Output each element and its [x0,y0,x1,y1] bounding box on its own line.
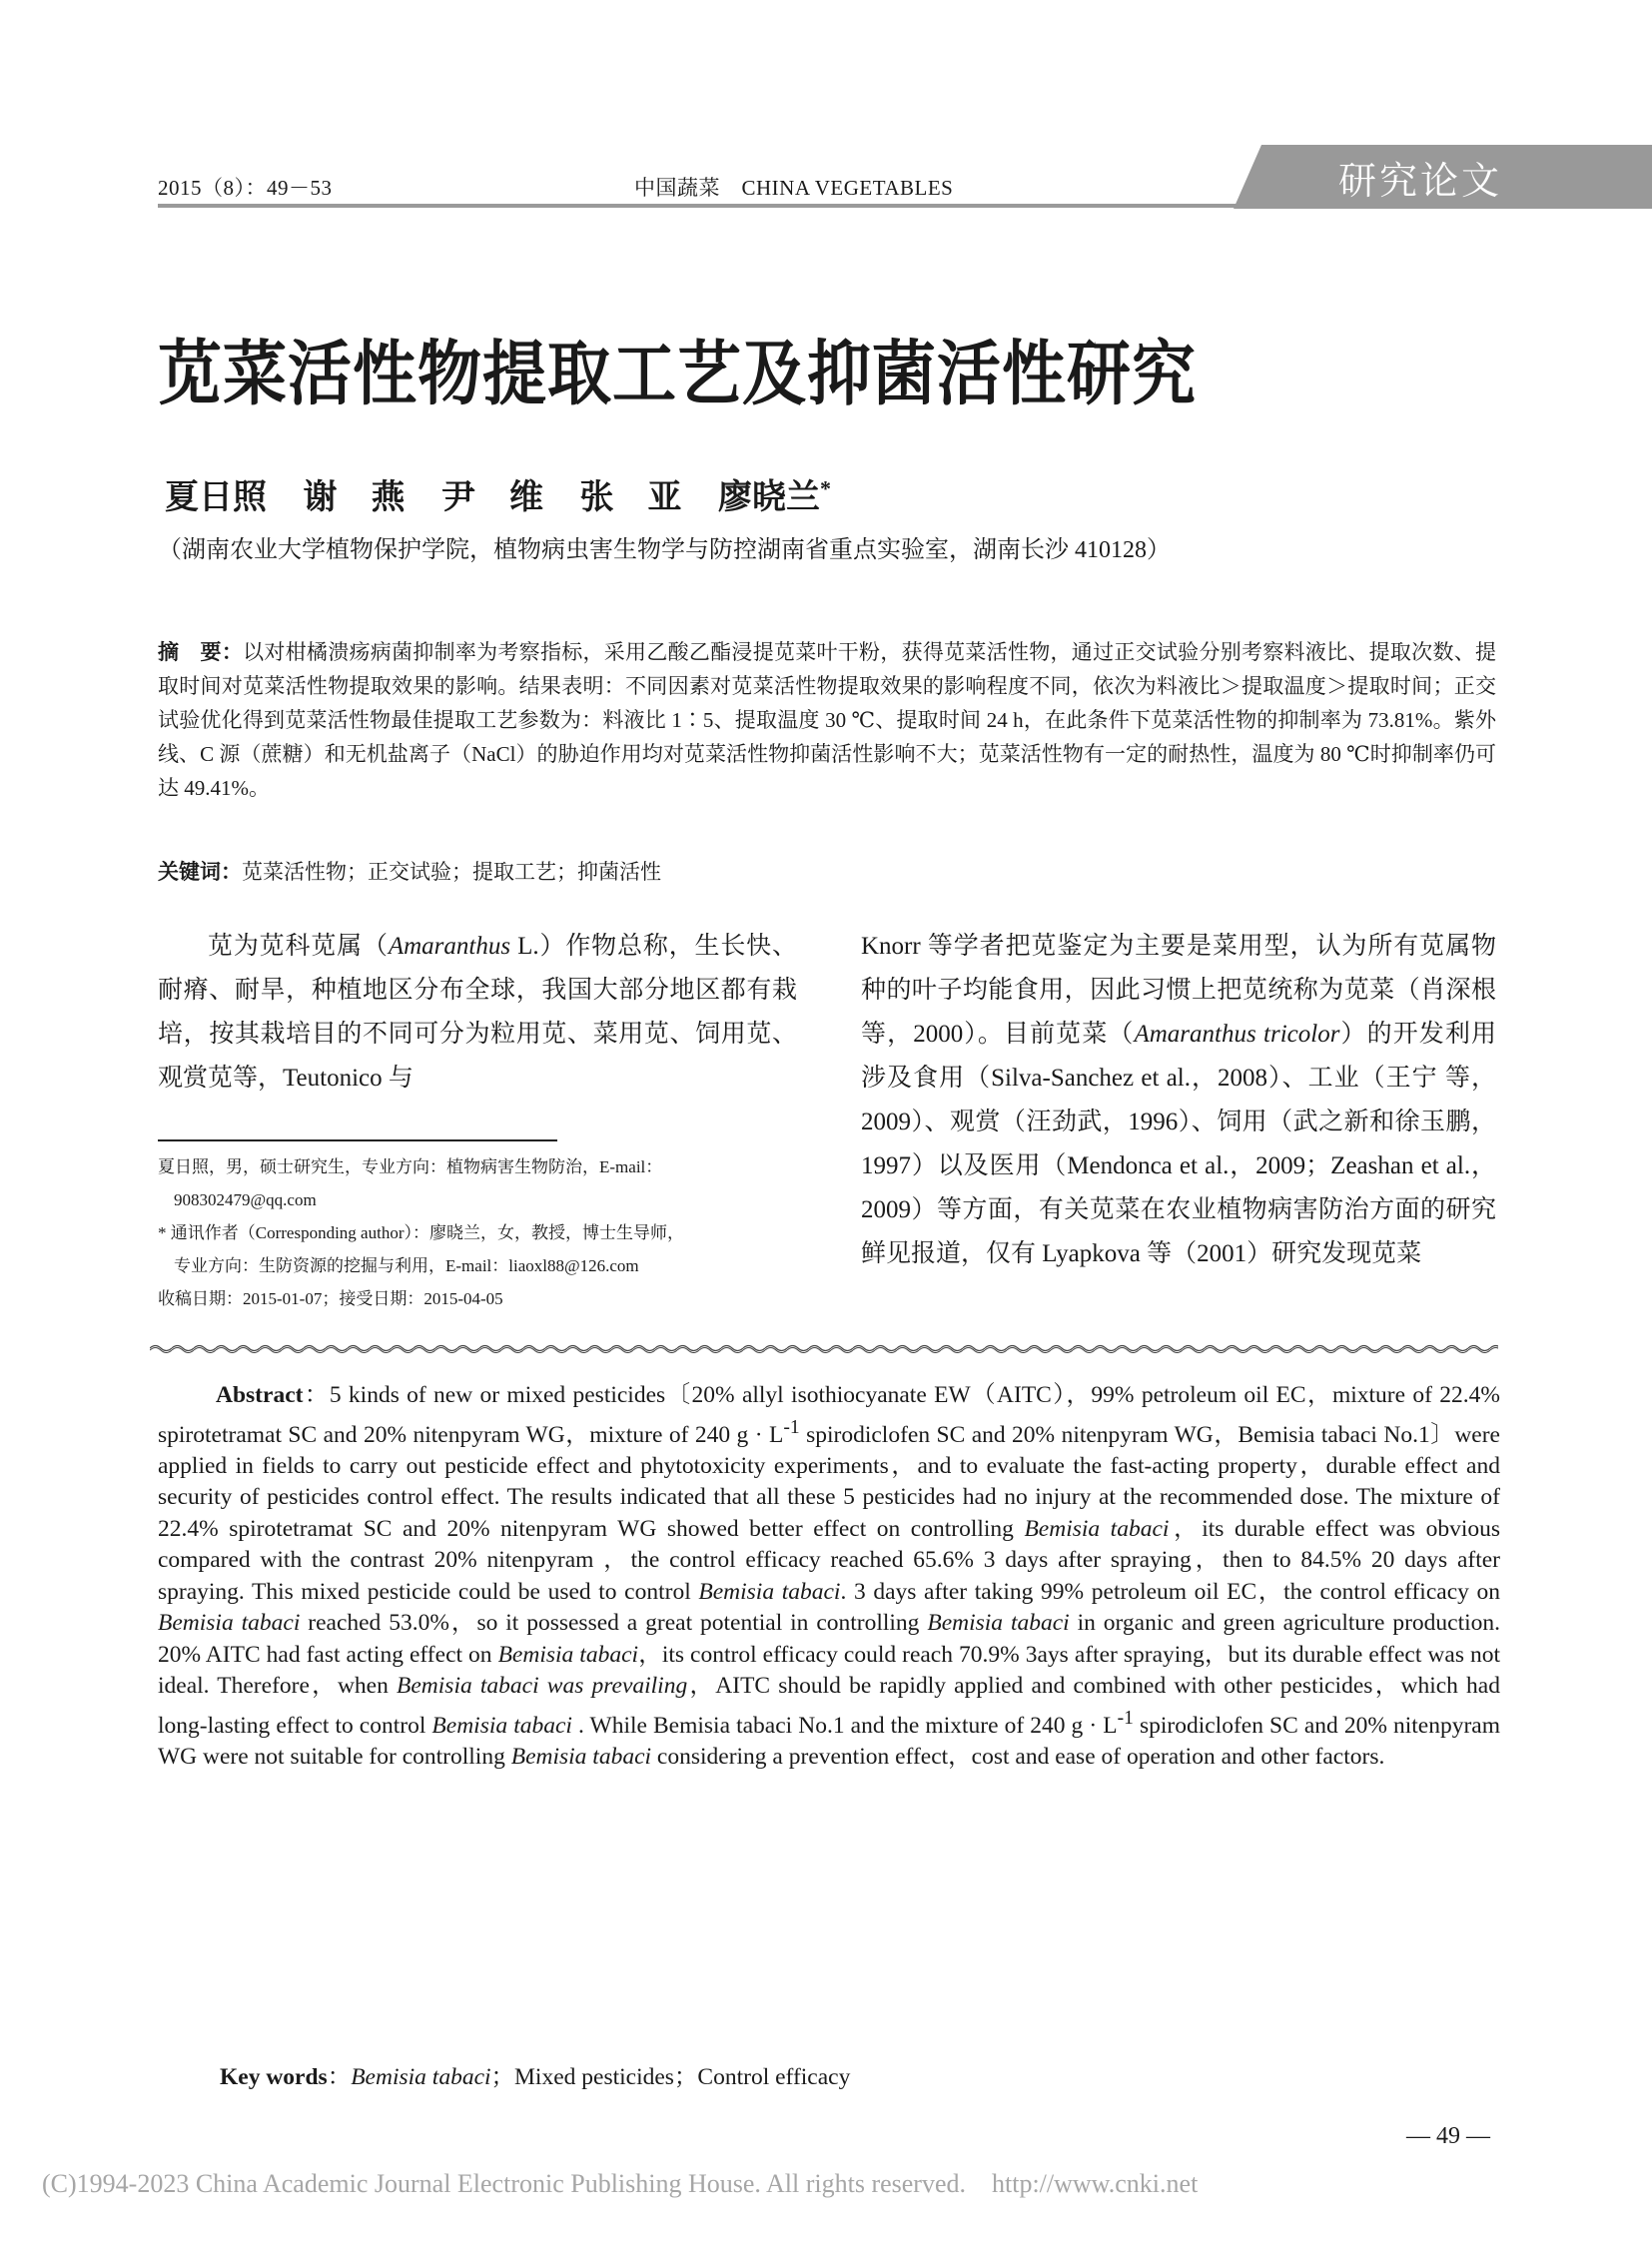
en-abstract-text: ：5 kinds of new or mixed pesticides〔20% allyl isothiocyanate EW（AITC），99% petroleum oil EC，mixture of 22.4% spirotetramat SC and 20% nitenpyram WG，mixture of 240 g · L [158,1382,1500,1448]
species-name: Bemisia tabaci [497,1641,639,1668]
journal-name: 中国蔬菜 CHINA VEGETABLES [634,176,954,200]
species-name: Bemisia tabaci [698,1578,841,1605]
body-text: ）的开发利用涉及食用（Silva-Sanchez et al.，2008）、工业（王宁 等，2009）、观赏（汪劲武，1996）、饲用（武之新和徐玉鹏，1997）以及医用（Mendonca et al.，2009；Zeashan et al.，2009）等方面，有关苋菜在农业植物病害防治方面的研究鲜见报道，仅有 Lyapkova 等（2001）研究发现苋菜 [861,1021,1496,1267]
header-rule [158,204,1416,208]
cn-abstract-label: 摘 要： [158,640,244,664]
paper-title: 苋菜活性物提取工艺及抑菌活性研究 [158,333,1197,415]
footnote-rule [158,1139,557,1141]
footnote-author1-email: 908302479@qq.com [174,1190,317,1209]
body-left-column [158,925,797,1101]
superscript: -1 [783,1416,800,1438]
footnotes [158,1150,797,1315]
cnki-link[interactable]: http://www.cnki.net [992,2169,1199,2198]
body-paragraph [861,925,1496,1276]
en-abstract-text: considering a prevention effect，cost and ease of operation and other factors. [651,1744,1385,1771]
en-abstract-label: Abstract [216,1382,304,1408]
cn-keywords-label: 关键词： [158,860,242,884]
affiliation: （湖南农业大学植物保护学院，植物病虫害生物学与防控湖南省重点实验室，湖南长沙 410128） [158,537,1171,563]
body-text: Knorr 等学者把苋鉴定为主要是菜用型，认为所有苋属物种的叶子均能食用，因此习惯上把苋统称为苋菜（肖深根 等，2000）。目前苋菜（ [861,933,1496,1048]
en-abstract-text: . 3 days after taking 99% petroleum oil EC，the control efficacy on [840,1578,1501,1605]
en-abstract-text: spirodiclofen SC and 20% nitenpyram WG were not suitable for controlling [158,1712,1500,1771]
page-number: — 49 — [1406,2123,1490,2149]
en-keywords-text: ；Mixed pesticides；Control efficacy [490,2064,851,2090]
en-abstract-text: in organic and green agriculture production. 20% AITC had fast acting effect on [158,1610,1501,1668]
author: 夏日照 [165,479,267,516]
author: 张 亚 [579,479,682,516]
en-keywords-label: Key words [220,2064,328,2090]
author: 廖晓兰 [718,479,820,516]
species-name: Bemisia tabaci [158,1610,301,1637]
separator: ： [327,2064,352,2090]
cn-abstract-text: 以对柑橘溃疡病菌抑制率为考察指标，采用乙酸乙酯浸提苋菜叶干粉，获得苋菜活性物，通过正交试验分别考察料液比、提取次数、提取时间对苋菜活性物提取效果的影响。结果表明：不同因素对苋菜活性物提取效果的影响程度不同，依次为料液比＞提取温度＞提取时间；正交试验优化得到苋菜活性物最佳提取工艺参数为：料液比 1∶5、提取温度 30 ℃、提取时间 24 h，在此条件下苋菜活性物的抑制率为 73.81%。紫外线、C 源（蔗糖）和无机盐离子（NaCl）的胁迫作用均对苋菜活性物抑菌活性影响不大；苋菜活性物有一定的耐热性，温度为 80 ℃时抑制率仍可达 49.41%。 [158,640,1497,800]
en-keywords [220,2057,850,2091]
footnote-corresponding: * 通讯作者（Corresponding author）：廖晓兰，女，教授，博士生导师， [158,1223,684,1242]
wavy-separator [150,1343,1498,1353]
footnote-corresponding-email: 专业方向：生防资源的挖掘与利用，E-mail：liaoxl88@126.com [174,1256,639,1275]
species-name: Amaranthus [388,933,511,960]
journal-citation: 2015（8）：49－53 [158,176,333,200]
en-abstract-text: ，AITC should be rapidly applied and combined with other pesticides，which had long-lasting effect to control [158,1673,1500,1739]
species-name: Bemisia tabaci [510,1744,652,1771]
body-text: L.）作物总称，生长快、耐瘠、耐旱，种植地区分布全球，我国大部分地区都有栽培，按其栽培目的不同可分为粒用苋、菜用苋、饲用苋、观赏苋等，Teutonico 与 [158,933,797,1092]
species-name: Bemisia tabaci [431,1712,572,1739]
species-name: Bemisia tabaci was prevailing [397,1673,688,1700]
footnote-author1: 夏日照，男，硕士研究生，专业方向：植物病害生物防治，E-mail： [158,1157,663,1176]
copyright-watermark [42,2169,1198,2199]
en-abstract-text: ，its durable effect was obvious compared with the contrast 20% nitenpyram ，the control efficacy reached 65.6% 3 days after spraying，then to 84.5% 20 days after spraying. This mixed pesticide could be used to control [158,1515,1501,1605]
species-name: Bemisia tabaci [351,2064,491,2090]
body-right-column [861,925,1496,1276]
en-abstract-text: ，its control efficacy could reach 70.9% 3ays after spraying，but its durable effect was not ideal. Therefore，when [158,1641,1501,1700]
cn-abstract [158,635,1496,805]
cn-keywords-text: 苋菜活性物；正交试验；提取工艺；抑菌活性 [242,860,661,884]
species-name: Bemisia tabaci [1024,1515,1170,1542]
superscript: -1 [1117,1707,1134,1729]
body-paragraph [158,925,797,1101]
species-name: Amaranthus tricolor [1134,1021,1340,1048]
corresponding-mark: * [820,475,831,501]
author-list [165,469,831,518]
species-name: Bemisia tabaci [927,1610,1070,1637]
footnote-dates: 收稿日期：2015-01-07；接受日期：2015-04-05 [158,1289,503,1308]
author: 谢 燕 [303,479,406,516]
en-abstract-text: spirodiclofen SC and 20% nitenpyram WG，Bemisia tabaci No.1〕were applied in fields to carry out pesticide effect and phytotoxicity experiments，and to evaluate the fast-acting property，durable effect and security of pesticides control effect. The results indicated that all these 5 pesticides had no injury at the recommended dose. The mixture of 22.4% spirotetramat SC and 20% nitenpyram WG showed better effect on controlling [158,1421,1500,1542]
en-abstract-text: . While Bemisia tabaci No.1 and the mixture of 240 g · L [571,1712,1118,1739]
section-tab-label: 研究论文 [1338,159,1503,203]
copyright-text: (C)1994-2023 China Academic Journal Electronic Publishing House. All rights reserved. [42,2169,966,2198]
cn-keywords [158,856,661,886]
body-text: 苋为苋科苋属（ [208,933,389,960]
en-abstract-text: reached 53.0%，so it possessed a great potential in controlling [300,1610,928,1637]
author: 尹 维 [441,479,543,516]
en-abstract [158,1380,1500,1774]
